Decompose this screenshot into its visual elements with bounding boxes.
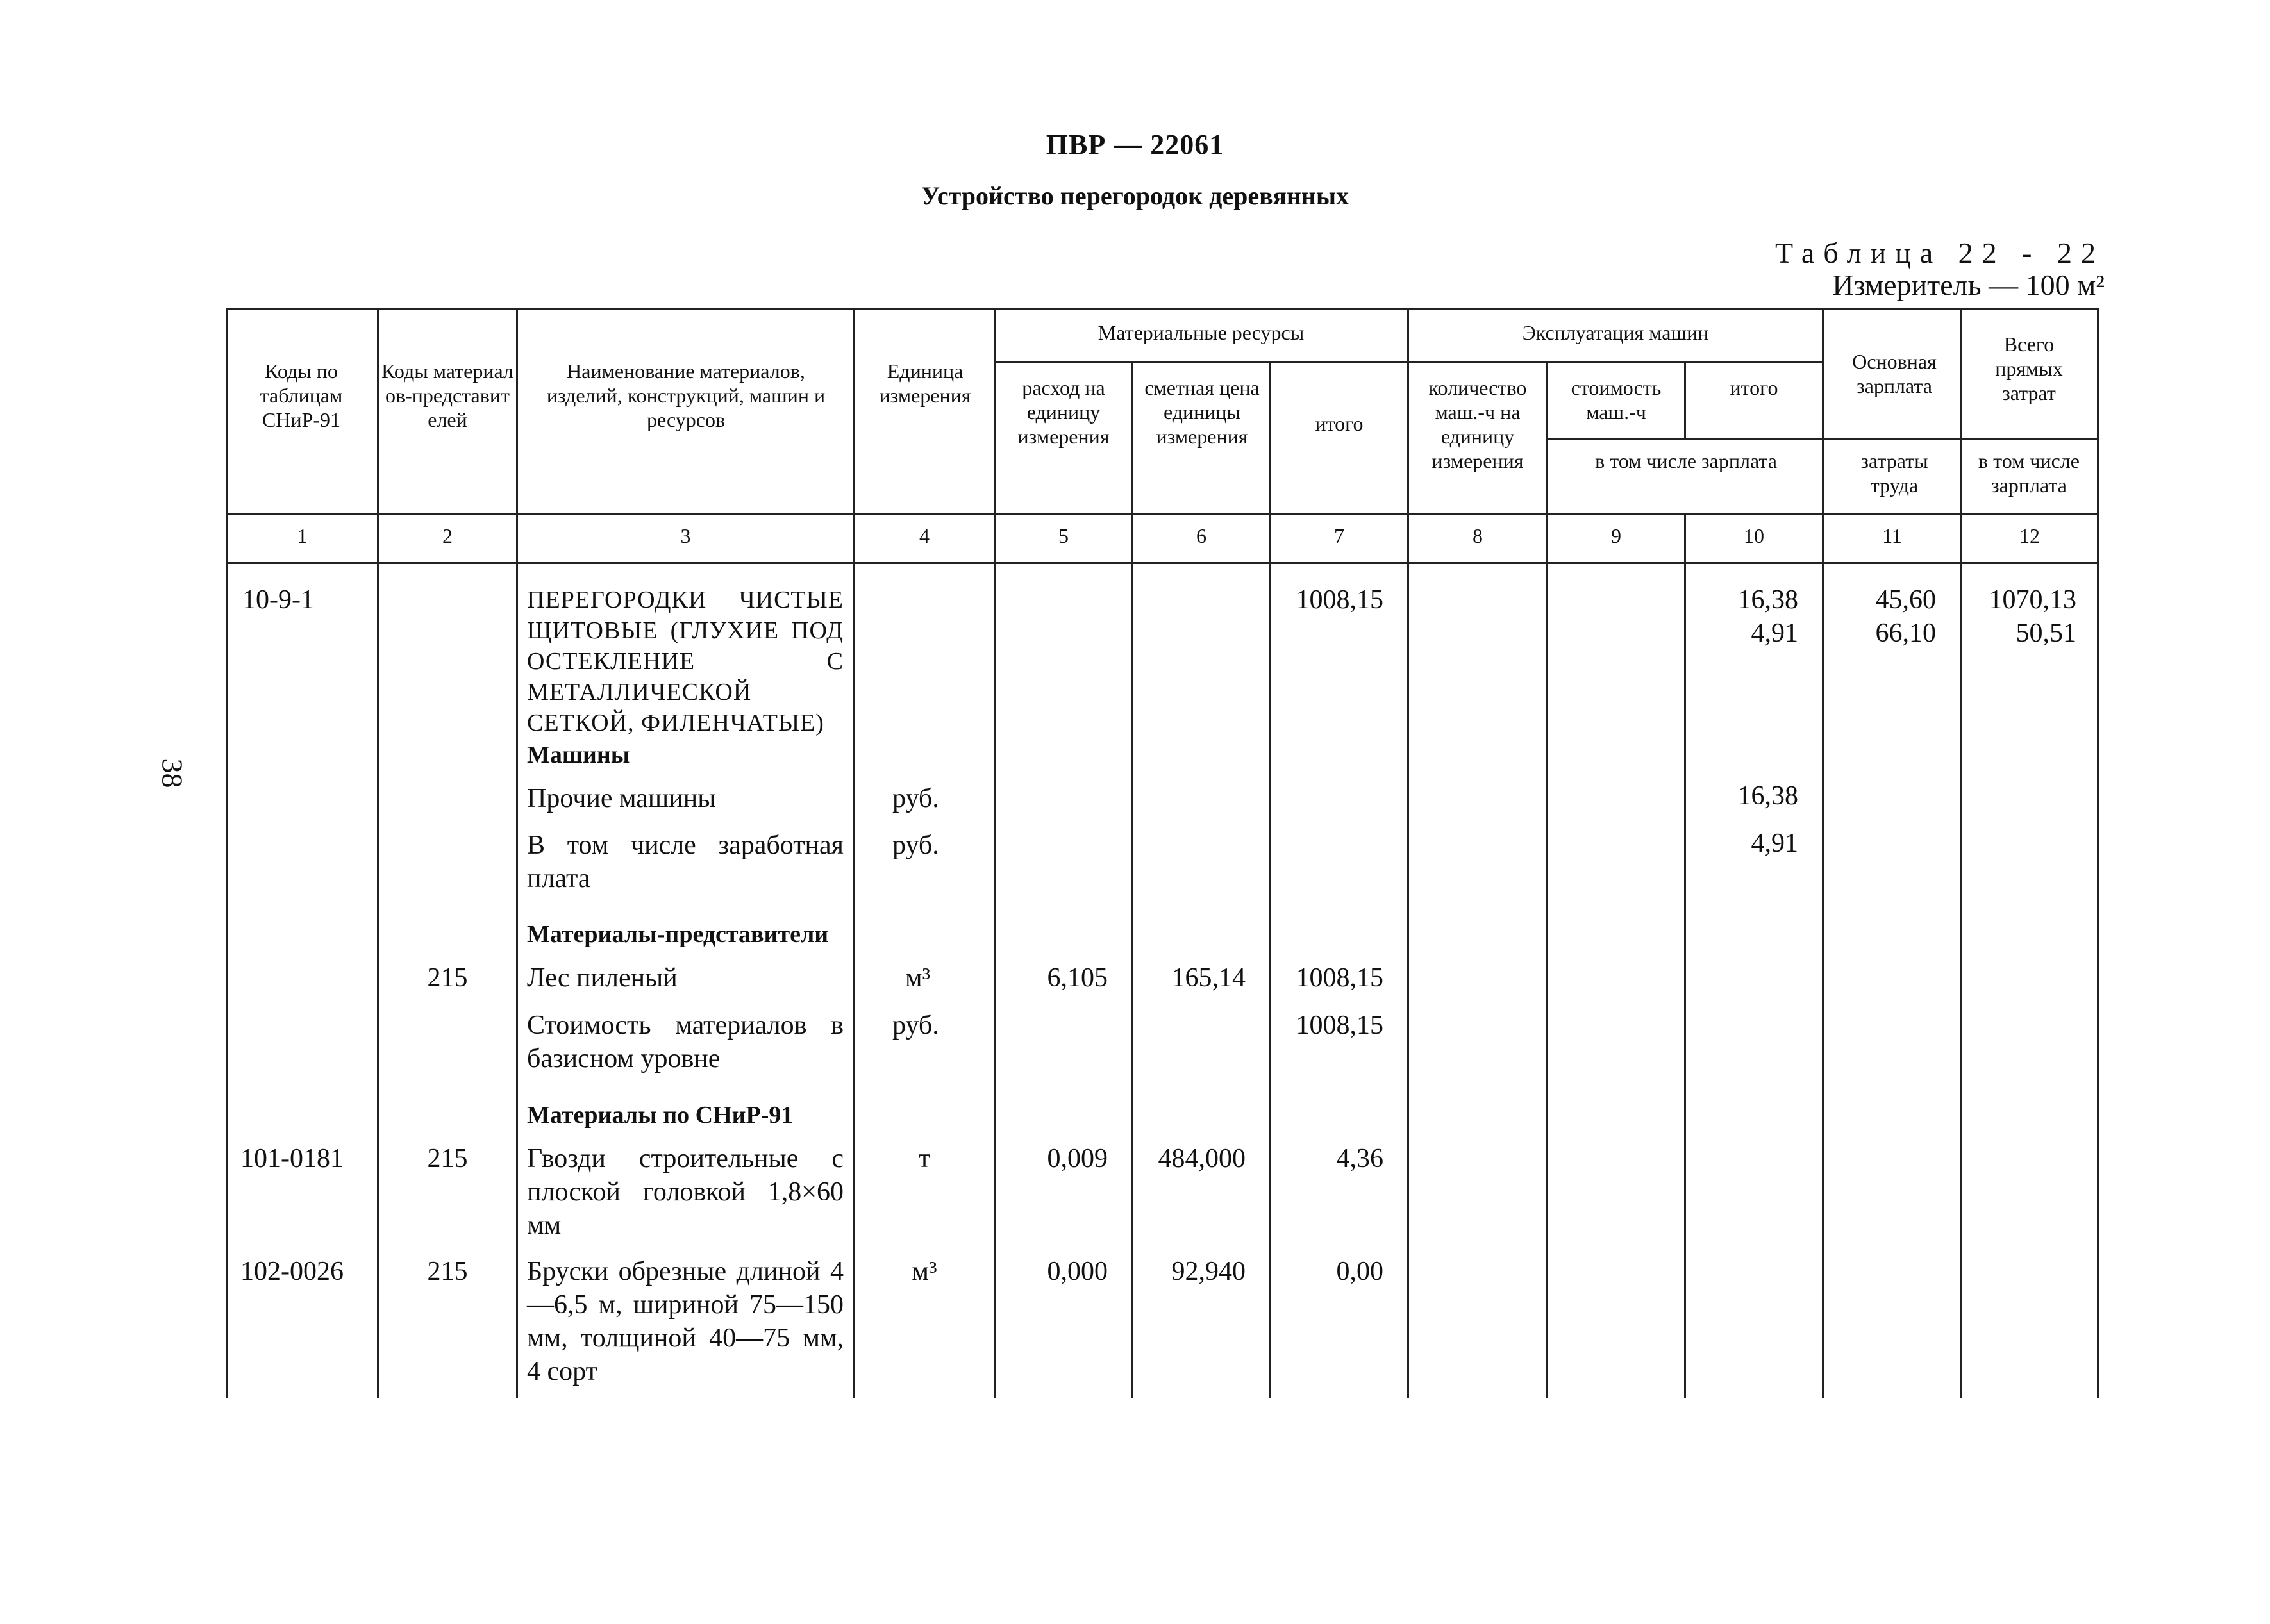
row2-unit: руб. [892,784,939,813]
col-number-11: 11 [1882,524,1902,547]
page-number: 38 [156,758,189,788]
col-number-8: 8 [1473,524,1483,547]
col-border-7 [1407,308,1409,1398]
row4-name: Лес пиленый [527,963,678,993]
col-number-10: 10 [1744,524,1764,547]
row1-base-salary: 45,60 [1875,585,1936,615]
col-border-6 [1269,361,1271,1398]
header-labor: затраты труда [1860,449,1928,497]
header-unit-price: сметная цена единицы измерения [1144,376,1260,448]
document-subtitle: Устройство перегородок деревянных [921,181,1349,210]
header-codes-representatives: Коды материалов-представителей [381,360,513,431]
row2-name: Прочие машины [527,784,716,813]
col-border-8 [1546,361,1548,1398]
header-machines-total: итого [1730,376,1778,399]
table-top-border [226,308,2099,310]
section-snir-materials: Материалы по СНиР-91 [527,1102,794,1129]
header-machine-hour-cost: стоимость маш.-ч [1571,376,1662,424]
measure-unit: Измеритель — 100 м² [1832,269,2105,301]
col-number-3: 3 [680,524,691,547]
row1-machines-total: 16,38 [1737,585,1798,615]
header-materials-total: итого [1315,412,1364,435]
row1-code: 10-9-1 [242,585,314,615]
row6-name: Гвозди строительные с плоской головкой 1,8×60 мм [527,1144,844,1240]
row1-labor: 66,10 [1875,618,1936,648]
numbers-bottom-border [226,562,2099,564]
col-border-11 [1960,308,1962,1398]
header-name: Наименование материалов, изделий, конструкций, машин и ресурсов [546,360,826,431]
col-number-6: 6 [1196,524,1206,547]
row1-machines-salary: 4,91 [1751,618,1798,648]
col-number-9: 9 [1611,524,1621,547]
row7-code: 102-0026 [240,1257,344,1286]
row7-total: 0,00 [1336,1257,1383,1286]
row7-consumption: 0,000 [1047,1257,1108,1286]
row6-code: 101-0181 [240,1144,344,1173]
row6-price: 484,000 [1158,1144,1246,1173]
header-codes-snir: Коды по таблицам СНиР-91 [260,360,343,431]
col-border-10 [1822,308,1824,1398]
row6-unit: т [918,1144,931,1173]
row3-unit: руб. [892,831,939,860]
row5-unit: руб. [892,1011,939,1040]
row6-consumption: 0,009 [1047,1144,1108,1173]
row4-unit: м³ [905,963,931,993]
col-border-1 [377,308,379,1398]
row7-name: Бруски обрезные длиной 4—6,5 м, шириной 75—150 мм, толщиной 40—75 мм, 4 сорт [527,1257,844,1386]
header-group-machines: Эксплуатация машин [1522,321,1709,344]
col-border-0 [226,308,228,1398]
col-number-12: 12 [2019,524,2040,547]
section-machines: Машины [527,742,630,768]
col-number-5: 5 [1058,524,1069,547]
header-consumption: расход на единицу измерения [1017,376,1110,448]
section-representatives: Материалы-представители [527,921,829,948]
col-number-1: 1 [297,524,308,547]
row3-name: В том числе заработная плата [527,831,844,893]
header-bottom-border [226,513,2099,515]
col-border-2 [516,308,518,1398]
row6-total: 4,36 [1336,1144,1383,1173]
header-machine-hours: количество маш.-ч на единицу измерения [1428,376,1527,472]
row1-direct-total: 1070,13 [1989,585,2076,615]
document-title: ПВР — 22061 [1046,129,1224,160]
header-direct-salary: в том числе зарплата [1978,449,2080,497]
header-machines-salary: в том числе зарплата [1595,449,1777,472]
row1-name: ПЕРЕГОРОДКИ ЧИСТЫЕ ЩИТОВЫЕ (ГЛУХИЕ ПОД ОСТЕКЛЕНИЕ С МЕТАЛЛИЧЕСКОЙ СЕТКОЙ, ФИЛЕНЧАТЫЕ) [527,586,844,736]
row5-name: Стоимость материалов в базисном уровне [527,1011,844,1073]
header-direct-costs: Всего прямых затрат [1995,333,2063,404]
row1-direct-salary: 50,51 [2015,618,2076,648]
col-border-4 [994,308,996,1398]
row7-unit: м³ [912,1257,937,1286]
row4-price: 165,14 [1171,963,1246,993]
row5-total: 1008,15 [1296,1011,1383,1040]
row6-rep-code: 215 [427,1144,468,1173]
col-number-7: 7 [1334,524,1344,547]
row4-rep-code: 215 [427,963,468,993]
row4-consumption: 6,105 [1047,963,1108,993]
col-border-9a [1684,361,1686,438]
col-border-5 [1131,361,1133,1398]
row3-machines-total: 4,91 [1751,829,1798,858]
header-unit: Единица измерения [879,360,971,407]
row7-rep-code: 215 [427,1257,468,1286]
header-base-salary: Основная зарплата [1852,350,1937,397]
col-number-4: 4 [919,524,930,547]
row1-materials-total: 1008,15 [1296,585,1383,615]
table-label: Таблица 22 - 22 [1774,236,2105,269]
header-group-materials: Материальные ресурсы [1097,321,1305,344]
row4-total: 1008,15 [1296,963,1383,993]
row2-machines-total: 16,38 [1737,781,1798,811]
row7-price: 92,940 [1171,1257,1246,1286]
col-border-12 [2097,308,2099,1398]
col-number-2: 2 [442,524,453,547]
col-border-3 [853,308,855,1398]
